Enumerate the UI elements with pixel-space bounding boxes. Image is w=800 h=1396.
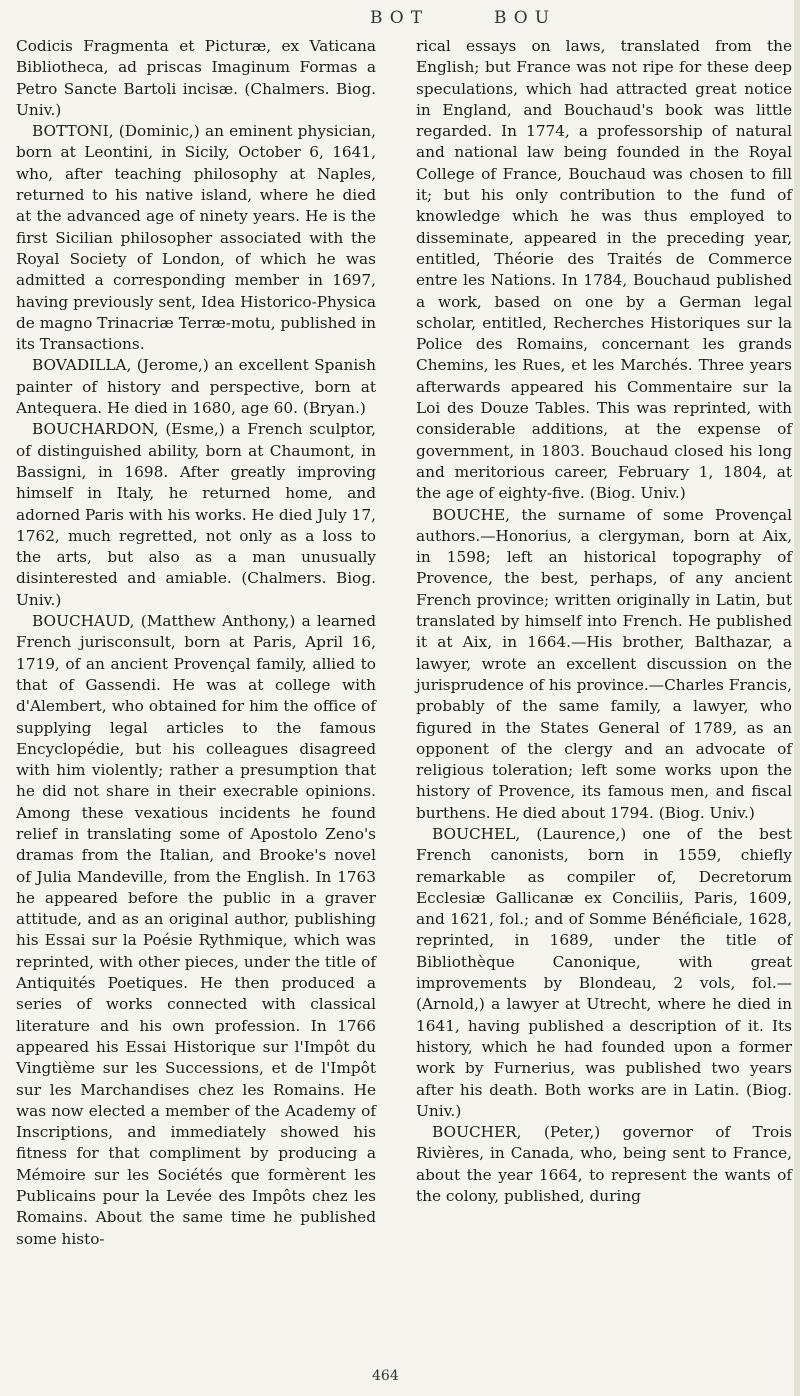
left-column bbox=[16, 36, 376, 1250]
right-column bbox=[416, 36, 792, 1207]
entry-bottoni: BOTTONI, (Dominic,) an eminent physician, born at Leontini, in Sicily, October 6, 1641, who, after teaching philosophy at Naples, returned to his native island, where he died at the advanced age of ninety years. He is the first Sicilian philosopher associated with the Royal Society of London, of which he was admitted a corresponding member in 1697, having previously sent, Idea Historico-Physica de magno Trinacriæ Terræ-motu, published in its Transactions. bbox=[16, 122, 376, 354]
running-head-right: BOU bbox=[494, 8, 557, 28]
entry-bouchaud-cont: rical essays on laws, translated from the English; but France was not ripe for these deep speculations, which had attracted great notice in England, and Bouchaud's book was little regarded. In 1774, a professorship of natural and national law being founded in the Royal College of France, Bouchaud was chosen to fill it; but his only contribution to the fund of knowledge which he was thus employed to disseminate, appeared in the preceding year, entitled, Théorie des Traités de Commerce entre les Nations. In 1784, Bouchaud published a work, based on one by a German legal scholar, entitled, Recherches Historiques sur la Police des Romains, concernant les grands Chemins, les Rues, et les Marchés. Three years afterwards appeared his Commentaire sur la Loi des Douze Tables. This was reprinted, with considerable additions, at the expense of government, in 1803. Bouchaud closed his long and meritorious career, February 1, 1804, at the age of eighty-five. (Biog. Univ.) bbox=[416, 37, 792, 503]
entry-codicis: Codicis Fragmenta et Picturæ, ex Vaticana Bibliotheca, ad priscas Imaginum Formas a Petro Sancte Bartoli incisæ. (Chalmers. Biog. Univ.) bbox=[16, 37, 376, 119]
running-head-left: BOT bbox=[370, 8, 430, 28]
entry-boucher: BOUCHER, (Peter,) governor of Trois Rivières, in Canada, who, being sent to France, about the year 1664, to represent the wants of the colony, published, during bbox=[416, 1123, 792, 1206]
page-number: 464 bbox=[372, 1368, 399, 1384]
entry-bouchel: BOUCHEL, (Laurence,) one of the best French canonists, born in 1559, chiefly remarkable as compiler of, Decretorum Ecclesiæ Gallicanæ ex Conciliis, Paris, 1609, and 1621, fol.; and of Somme Bénéficiale, 1628, reprinted, in 1689, under the title of Bibliothèque Canonique, with great improvements by Blondeau, 2 vols, fol.—(Arnold,) a lawyer at Utrecht, where he died in 1641, having published a description of it. Its history, which he had founded upon a former work by Furnerius, was published two years after his death. Both works are in Latin. (Biog. Univ.) bbox=[416, 824, 792, 1120]
entry-bouchardon: BOUCHARDON, (Esme,) a French sculptor, of distinguished ability, born at Chaumont, in Bassigni, in 1698. After greatly improving himself in Italy, he returned home, and adorned Paris with his works. He died July 17, 1762, much regretted, not only as a loss to the arts, but also as a man unusually disinterested and amiable. (Chalmers. Biog. Univ.) bbox=[16, 420, 376, 609]
entry-bovadilla: BOVADILLA, (Jerome,) an excellent Spanish painter of history and perspective, born at Antequera. He died in 1680, age 60. (Bryan.) bbox=[16, 356, 376, 418]
page-edge bbox=[794, 0, 800, 1396]
entry-bouchaud: BOUCHAUD, (Matthew Anthony,) a learned French jurisconsult, born at Paris, April 16, 1719, of an ancient Provençal family, allied to that of Gassendi. He was at college with d'Alembert, who obtained for him the office of supplying legal articles to the famous Encyclopédie, but his colleagues disagreed with him violently; rather a presumption that he did not share in their execrable opinions. Among these vexatious incidents he found relief in translating some of Apostolo Zeno's dramas from the Italian, and Brooke's novel of Julia Mandeville, from the English. In 1763 he appeared before the public in a graver attitude, and as an original author, publishing his Essai sur la Poésie Rythmique, which was reprinted, with other pieces, under the title of Antiquités Poetiques. He then produced a series of works connected with classical literature and his own profession. In 1766 appeared his Essai Historique sur l'Impôt du Vingtième sur les Successions, et de l'Impôt sur les Marchandises chez les Romains. He was now elected a member of the Academy of Inscriptions, and immediately showed his fitness for that compliment by producing a Mémoire sur les Sociétés que formèrent les Publicains pour la Levée des Impôts chez les Romains. About the same time he published some histo- bbox=[16, 612, 376, 1248]
entry-bouche: BOUCHE, the surname of some Provençal authors.—Honorius, a clergyman, born at Aix, in 1598; left an historical topography of Provence, the best, perhaps, of any ancient French province; written originally in Latin, but translated by himself into French. He published it at Aix, in 1664.—His brother, Balthazar, a lawyer, wrote an excellent discussion on the jurisprudence of his province.—Charles Francis, probably of the same family, a lawyer, who figured in the States General of 1789, as an opponent of the clergy and an advocate of religious toleration; left some works upon the history of Provence, its famous men, and fiscal burthens. He died about 1794. (Biog. Univ.) bbox=[416, 505, 792, 822]
